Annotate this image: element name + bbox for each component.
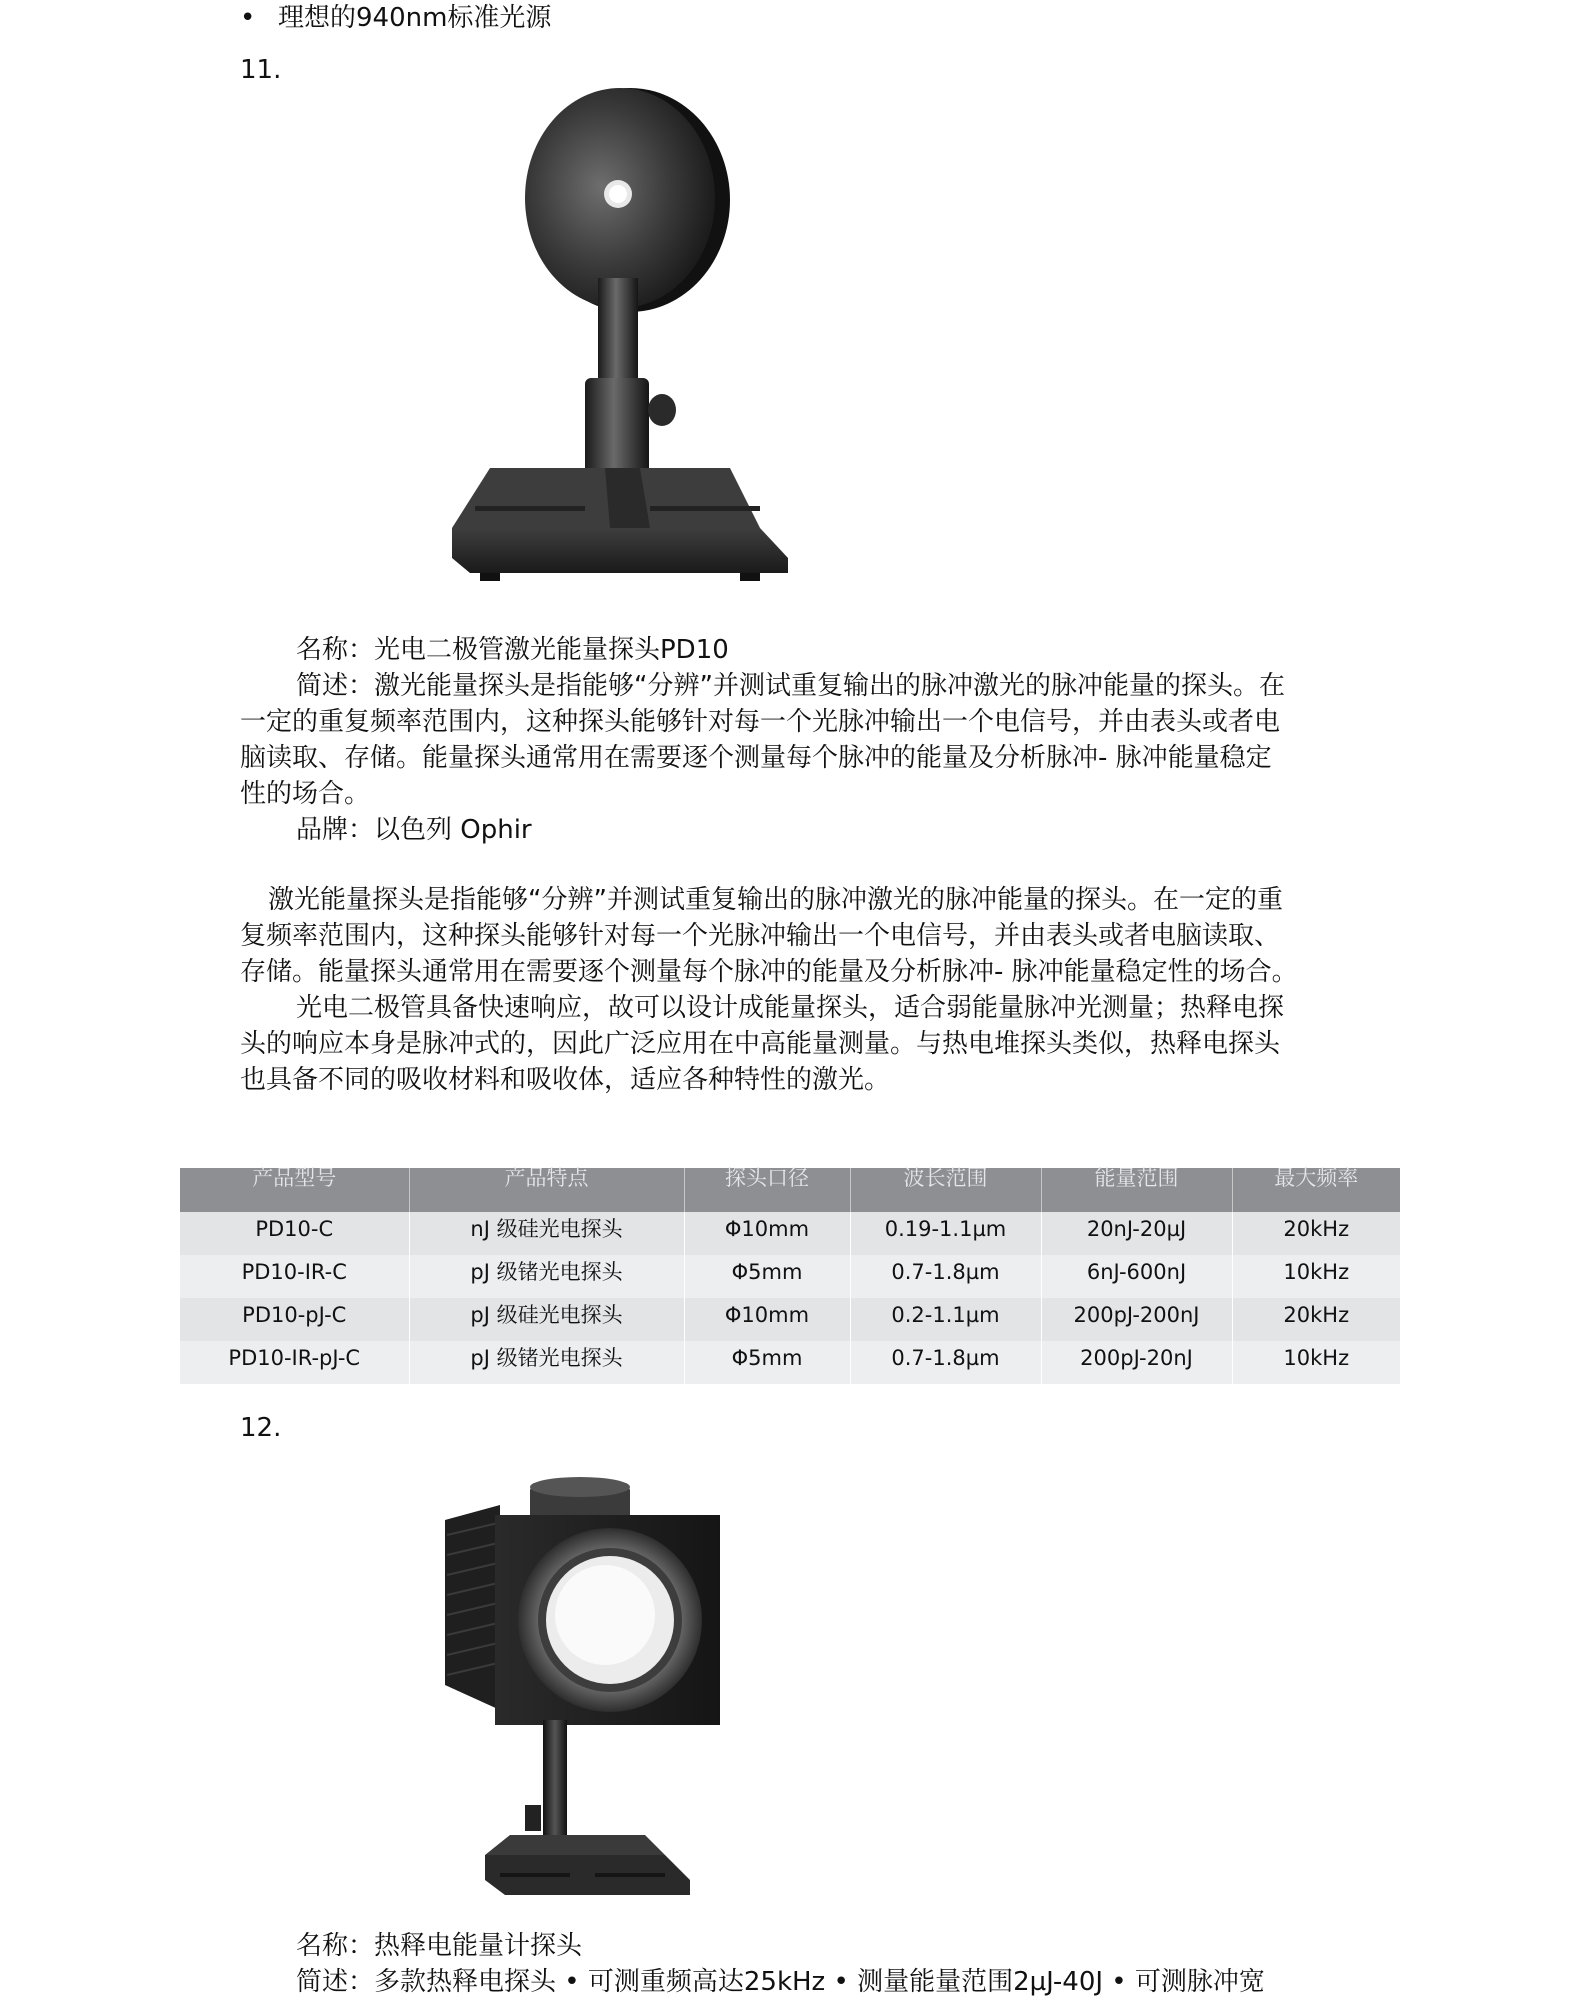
product-name-11: 名称：光电二极管激光能量探头PD10 [296, 635, 729, 665]
cell-model: PD10-C [180, 1212, 409, 1255]
cell-aperture: Φ5mm [684, 1341, 850, 1384]
cell-model: PD10-pJ-C [180, 1298, 409, 1341]
body-line-2: 复频率范围内，这种探头能够针对每一个光脉冲输出一个电信号，并由表头或者电脑读取、 [240, 921, 1281, 951]
body-line-4: 光电二极管具备快速响应，故可以设计成能量探头，适合弱能量脉冲光测量；热释电探 [296, 993, 1285, 1023]
cell-feature: pJ 级硅光电探头 [409, 1298, 684, 1341]
header-wavelength: 波长范围 [850, 1168, 1041, 1212]
description-partial-12: 简述：多款热释电探头 • 可测重频高达25kHz • 测量能量范围2µJ-40J • 可测脉冲宽 [296, 1967, 1265, 1997]
cell-energy: 6nJ-600nJ [1041, 1255, 1232, 1298]
pd10-probe-image [440, 88, 800, 618]
description-line-2: 一定的重复频率范围内，这种探头能够针对每一个光脉冲输出一个电信号，并由表头或者电 [240, 707, 1281, 737]
cell-aperture: Φ10mm [684, 1212, 850, 1255]
cell-wavelength: 0.2-1.1µm [850, 1298, 1041, 1341]
cell-feature: nJ 级硅光电探头 [409, 1212, 684, 1255]
table-row [180, 1341, 1400, 1384]
cell-max-freq: 10kHz [1232, 1341, 1400, 1384]
cell-wavelength: 0.7-1.8µm [850, 1255, 1041, 1298]
cell-energy: 200pJ-200nJ [1041, 1298, 1232, 1341]
description-line-4: 性的场合。 [240, 779, 371, 809]
cell-max-freq: 20kHz [1232, 1298, 1400, 1341]
cell-aperture: Φ5mm [684, 1255, 850, 1298]
table-header-row [180, 1168, 1400, 1212]
cell-max-freq: 20kHz [1232, 1212, 1400, 1255]
product-spec-table [180, 1168, 1400, 1384]
body-line-5: 头的响应本身是脉冲式的，因此广泛应用在中高能量测量。与热电堆探头类似，热释电探头 [240, 1029, 1281, 1059]
cell-max-freq: 10kHz [1232, 1255, 1400, 1298]
section-number-11: 11. [240, 55, 282, 85]
description-line-1: 简述：激光能量探头是指能够“分辨”并测试重复输出的脉冲激光的脉冲能量的探头。在 [296, 671, 1285, 701]
body-line-3: 存储。能量探头通常用在需要逐个测量每个脉冲的能量及分析脉冲- 脉冲能量稳定性的场合。 [240, 957, 1298, 987]
header-energy: 能量范围 [1041, 1168, 1232, 1212]
header-aperture: 探头口径 [684, 1168, 850, 1212]
header-model: 产品型号 [180, 1168, 409, 1212]
cell-model: PD10-IR-C [180, 1255, 409, 1298]
cell-energy: 20nJ-20µJ [1041, 1212, 1232, 1255]
body-line-6: 也具备不同的吸收材料和吸收体，适应各种特性的激光。 [240, 1065, 891, 1095]
pyroelectric-probe-image [415, 1475, 750, 1910]
table-row [180, 1298, 1400, 1341]
brand-line: 品牌：以色列 Ophir [296, 815, 532, 845]
cell-wavelength: 0.19-1.1µm [850, 1212, 1041, 1255]
bullet-marker: • [240, 3, 256, 33]
cell-energy: 200pJ-20nJ [1041, 1341, 1232, 1384]
product-name-12: 名称：热释电能量计探头 [296, 1931, 583, 1961]
header-max-freq: 最大频率 [1232, 1168, 1400, 1212]
table-row [180, 1212, 1400, 1255]
cell-model: PD10-IR-pJ-C [180, 1341, 409, 1384]
cell-aperture: Φ10mm [684, 1298, 850, 1341]
description-line-3: 脑读取、存储。能量探头通常用在需要逐个测量每个脉冲的能量及分析脉冲- 脉冲能量稳定 [240, 743, 1272, 773]
cell-feature: pJ 级锗光电探头 [409, 1255, 684, 1298]
intro-bullet-text: 理想的940nm标准光源 [278, 3, 552, 33]
cell-feature: pJ 级锗光电探头 [409, 1341, 684, 1384]
table-row [180, 1255, 1400, 1298]
body-line-1: 激光能量探头是指能够“分辨”并测试重复输出的脉冲激光的脉冲能量的探头。在一定的重 [268, 885, 1283, 915]
section-number-12: 12. [240, 1413, 282, 1443]
header-feature: 产品特点 [409, 1168, 684, 1212]
cell-wavelength: 0.7-1.8µm [850, 1341, 1041, 1384]
